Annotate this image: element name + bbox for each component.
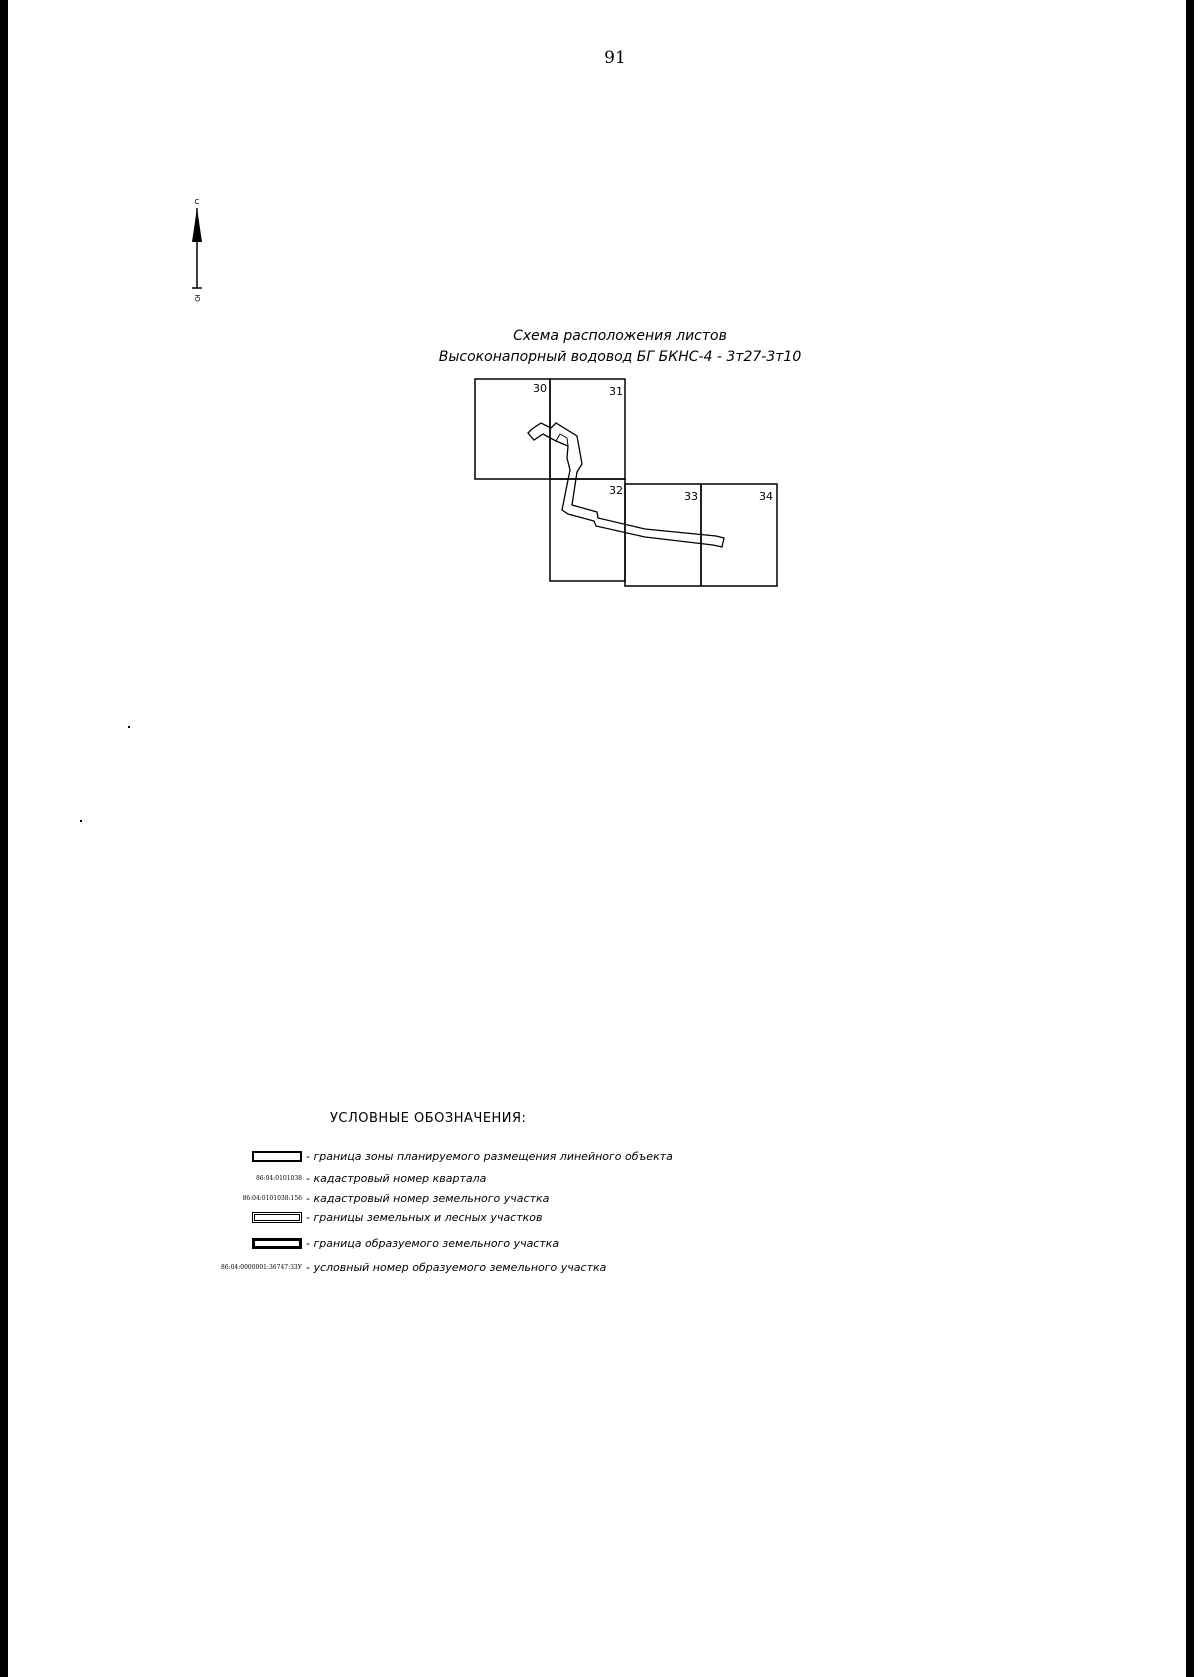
scan-speck — [80, 820, 82, 822]
sheet-number-33: 33 — [684, 490, 698, 503]
south-label: Ю — [193, 294, 201, 302]
legend-key — [200, 1238, 302, 1249]
formed-plot-boundary-swatch — [252, 1238, 302, 1249]
legend-text: - кадастровый номер земельного участка — [306, 1191, 550, 1205]
legend-key: 86:04:0101038 — [255, 1174, 302, 1182]
sheet-number-34: 34 — [759, 490, 773, 503]
legend-item — [200, 1258, 820, 1276]
legend-title: УСЛОВНЫЕ ОБОЗНАЧЕНИЯ: — [330, 1111, 527, 1126]
planned-zone-boundary-swatch — [252, 1151, 302, 1162]
legend-key: 86:04:0000001:36747:3ЗУ — [220, 1263, 302, 1271]
legend-item — [200, 1189, 820, 1207]
legend-item — [200, 1208, 820, 1226]
sheet-number-30: 30 — [533, 382, 547, 395]
legend-item — [200, 1147, 820, 1165]
legend-item — [200, 1234, 820, 1252]
legend-item — [200, 1169, 820, 1187]
legend-text: - условный номер образуемого земельного участка — [306, 1260, 607, 1274]
legend-text: - границы земельных и лесных участков — [306, 1210, 543, 1224]
sheet-number-31: 31 — [609, 385, 623, 398]
legend-text: - граница образуемого земельного участка — [306, 1236, 560, 1250]
legend-key — [200, 1212, 302, 1223]
page-number: 91 — [604, 48, 626, 68]
legend-text: - граница зоны планируемого размещения линейного объекта — [306, 1149, 673, 1163]
scheme-title: Схема расположения листов — [513, 328, 727, 344]
scan-speck — [128, 726, 130, 728]
north-arrow-icon — [182, 196, 212, 306]
legend-text: - кадастровый номер квартала — [306, 1171, 487, 1185]
pipeline-route-zone — [528, 423, 724, 547]
left-border — [0, 0, 8, 1677]
sheet-number-32: 32 — [609, 484, 623, 497]
legend-key — [200, 1151, 302, 1162]
right-border — [1186, 0, 1194, 1677]
land-plot-boundary-swatch — [252, 1212, 302, 1223]
legend-key: 86:04:0101038:156 — [242, 1194, 302, 1202]
scheme-subtitle: Высоконапорный водовод БГ БКНС-4 - 3т27-3т10 — [438, 349, 802, 365]
north-label: С — [194, 198, 200, 206]
sheet-layout-map — [470, 374, 790, 594]
